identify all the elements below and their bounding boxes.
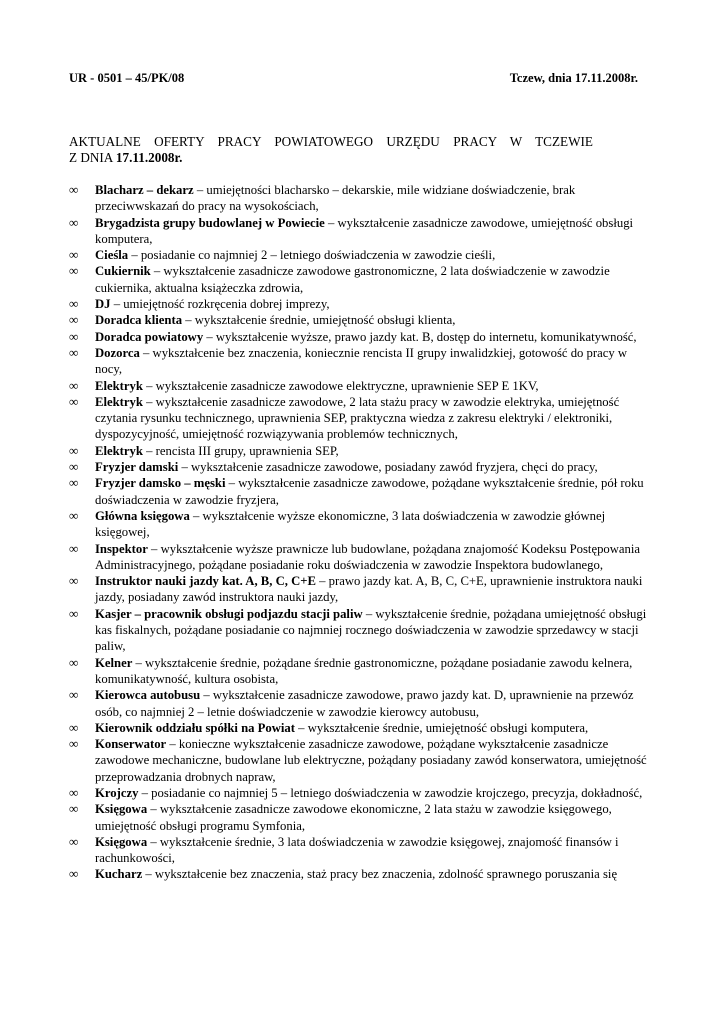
job-offer-item <box>69 296 657 312</box>
job-requirements: – umiejętności blacharsko – dekarskie, mile widziane doświadczenie, brak przeciwwskazań do pracy na wysokościach, <box>95 183 576 214</box>
job-title: Elektryk <box>95 394 143 409</box>
job-title: Inspektor <box>95 541 148 556</box>
infinity-bullet-icon: ∞ <box>69 344 79 360</box>
infinity-bullet-icon: ∞ <box>69 296 79 312</box>
job-offer-item <box>69 377 657 394</box>
infinity-bullet-icon: ∞ <box>69 833 79 849</box>
job-offer-item <box>69 214 657 248</box>
job-requirements: – wykształcenie zasadnicze zawodowe, posiadany zawód fryzjera, chęci do pracy, <box>178 460 598 475</box>
job-title: Instruktor nauki jazdy kat. A, B, C, C+E <box>95 574 316 589</box>
job-title: Blacharz – dekarz <box>95 183 194 197</box>
job-offer-item <box>69 833 657 867</box>
job-requirements: – wykształcenie średnie, pożądane średnie gastronomiczne, pożądane posiadanie zawodu kelnera, komunikatywność, kultura osobista, <box>95 655 633 686</box>
job-offer-item <box>69 866 657 882</box>
job-offer-item <box>69 687 657 720</box>
job-title: Cukiernik <box>95 264 151 279</box>
infinity-bullet-icon: ∞ <box>69 442 79 458</box>
infinity-bullet-icon: ∞ <box>69 605 79 621</box>
job-requirements: – wykształcenie bez znaczenia, staż pracy bez znaczenia, zdolność sprawnego poruszania się <box>142 867 618 882</box>
job-title: Dozorca <box>95 345 140 360</box>
job-title: Elektryk <box>95 378 143 393</box>
job-requirements: – posiadanie co najmniej 5 – letniego doświadczenia w zawodzie krojczego, precyzja, dokładność, <box>138 785 643 800</box>
job-title: Kasjer – pracownik obsługi podjazdu stacji paliw <box>95 606 363 621</box>
job-requirements: – wykształcenie zasadnicze zawodowe, umiejętność obsługi komputera, <box>95 215 634 246</box>
job-requirements: – wykształcenie zasadnicze zawodowe elektryczne, uprawnienie SEP E 1KV, <box>142 378 539 393</box>
title-date-prefix: Z DNIA <box>69 150 113 165</box>
job-title: Kelner <box>95 655 133 670</box>
job-offer-item <box>69 263 657 296</box>
job-requirements: – wykształcenie zasadnicze zawodowe gastronomiczne, 2 lata doświadczenie w zawodzie cukiernika, aktualna książeczka zdrowia, <box>95 264 610 295</box>
job-requirements: – wykształcenie wyższe prawnicze lub budowlane, pożądana znajomość Kodeksu Postępowania Administracyjnego, pożądane posiadanie roku doświadczenia w zawodzie Inspektora budowlanego, <box>95 541 641 572</box>
job-requirements: – wykształcenie średnie, pożądana umiejętność obsługi kas fiskalnych, pożądane posiadanie co najmniej rocznego doświadczenia w zawodzie sprzedawcy w stacji paliw, <box>95 606 647 654</box>
infinity-bullet-icon: ∞ <box>69 719 79 735</box>
job-offer-item <box>69 784 657 801</box>
job-offer-item <box>69 247 657 263</box>
job-offer-item <box>69 801 657 834</box>
job-requirements: – wykształcenie wyższe, prawo jazdy kat. B, dostęp do internetu, komunikatywność, <box>203 329 637 344</box>
infinity-bullet-icon: ∞ <box>69 377 79 393</box>
job-requirements: – prawo jazdy kat. A, B, C, C+E, uprawnienie instruktora nauki jazdy, posiadany zawód instruktora nauki jazdy, <box>95 574 643 605</box>
infinity-bullet-icon: ∞ <box>69 654 79 670</box>
job-offer-item <box>69 393 657 443</box>
job-offer-item <box>69 328 657 345</box>
job-offer-item <box>69 605 657 655</box>
job-title: Fryzjer damsko – męski <box>95 476 226 491</box>
infinity-bullet-icon: ∞ <box>69 573 79 589</box>
job-title: Krojczy <box>95 785 139 800</box>
job-title: DJ <box>95 297 111 312</box>
job-offer-item <box>69 475 657 508</box>
job-requirements: – wykształcenie średnie, 3 lata doświadczenia w zawodzie księgowej, znajomość finansów i rachunkowości, <box>95 834 619 866</box>
job-title: Księgowa <box>95 834 148 849</box>
infinity-bullet-icon: ∞ <box>69 507 79 523</box>
job-offer-item <box>69 442 657 459</box>
job-offer-item <box>69 654 657 688</box>
job-offer-item <box>69 182 657 215</box>
job-requirements: – wykształcenie średnie, umiejętność obsługi komputera, <box>295 720 589 735</box>
job-title: Brygadzista grupy budowlanej w Powiecie <box>95 215 325 230</box>
infinity-bullet-icon: ∞ <box>69 736 79 752</box>
job-offer-item <box>69 507 657 541</box>
job-requirements: – rencista III grupy, uprawnienia SEP, <box>142 443 339 458</box>
reference-number: UR - 0501 – 45/PK/08 <box>69 71 185 85</box>
job-title: Fryzjer damski <box>95 460 179 475</box>
job-title: Cieśla <box>95 248 129 263</box>
job-offer-item <box>69 573 657 606</box>
infinity-bullet-icon: ∞ <box>69 801 79 817</box>
infinity-bullet-icon: ∞ <box>69 328 79 344</box>
infinity-bullet-icon: ∞ <box>69 393 79 409</box>
job-title: Doradca powiatowy <box>95 329 204 344</box>
job-title: Księgowa <box>95 802 148 817</box>
infinity-bullet-icon: ∞ <box>69 687 79 703</box>
job-title: Elektryk <box>95 443 143 458</box>
job-requirements: – wykształcenie zasadnicze zawodowe, pożądane wykształcenie średnie, pół roku doświadczenia w zawodzie fryzjera, <box>95 476 644 507</box>
infinity-bullet-icon: ∞ <box>69 475 79 491</box>
job-offer-item <box>69 459 657 475</box>
job-requirements: – umiejętność rozkręcenia dobrej imprezy, <box>110 297 330 312</box>
job-title: Kierowca autobusu <box>95 688 201 703</box>
job-offer-item <box>69 719 657 736</box>
page-title <box>69 134 593 166</box>
title-date: 17.11.2008r. <box>115 150 183 165</box>
infinity-bullet-icon: ∞ <box>69 866 79 882</box>
infinity-bullet-icon: ∞ <box>69 182 79 197</box>
job-title: Kierownik oddziału spółki na Powiat <box>95 720 295 735</box>
infinity-bullet-icon: ∞ <box>69 540 79 556</box>
infinity-bullet-icon: ∞ <box>69 263 79 279</box>
job-requirements: – wykształcenie bez znaczenia, koniecznie rencista II grupy inwalidzkiej, gotowość do pracy w nocy, <box>95 345 628 377</box>
job-offer-item <box>69 540 657 574</box>
title-line-1: AKTUALNE OFERTY PRACY POWIATOWEGO URZĘDU PRACY W TCZEWIE <box>69 134 593 149</box>
job-requirements: – wykształcenie średnie, umiejętność obsługi klienta, <box>182 313 456 328</box>
infinity-bullet-icon: ∞ <box>69 784 79 800</box>
job-title: Konserwator <box>95 737 167 752</box>
job-requirements: – posiadanie co najmniej 2 – letniego doświadczenia w zawodzie cieśli, <box>128 248 496 263</box>
infinity-bullet-icon: ∞ <box>69 214 79 230</box>
document-date: Tczew, dnia 17.11.2008r. <box>509 71 638 85</box>
job-requirements: – konieczne wykształcenie zasadnicze zawodowe, pożądane wykształcenie zasadnicze zawodowe mechaniczne, budowlane lub elektryczne, pożądany posiadany zawód konserwatora, umiejętność przeprowadzania drobnych napraw, <box>95 737 647 784</box>
job-title: Główna księgowa <box>95 508 190 523</box>
job-offer-item <box>69 344 657 378</box>
job-title: Doradca klienta <box>95 313 183 328</box>
title-line-2 <box>69 150 593 166</box>
job-requirements: – wykształcenie zasadnicze zawodowe, 2 lata stażu pracy w zawodzie elektryka, umiejętność czytania rysunku technicznego, uprawnienia SEP, praktyczna wiedza z zakresu elektryki / elektroniki, dyspozycyjność, umiejętność rozwiązywania problemów technicznych, <box>95 394 620 442</box>
job-offer-item <box>69 736 657 785</box>
job-title: Kucharz <box>95 867 143 882</box>
job-offer-item <box>69 312 657 328</box>
job-offers-list <box>69 182 657 883</box>
infinity-bullet-icon: ∞ <box>69 247 79 263</box>
infinity-bullet-icon: ∞ <box>69 312 79 328</box>
job-requirements: – wykształcenie wyższe ekonomiczne, 3 lata doświadczenia w zawodzie głównej księgowej, <box>95 508 606 540</box>
infinity-bullet-icon: ∞ <box>69 459 79 475</box>
job-requirements: – wykształcenie zasadnicze zawodowe, prawo jazdy kat. D, uprawnienie na przewóz osób, co najmniej 2 – letnie doświadczenie w zawodzie kierowcy autobusu, <box>95 688 634 719</box>
job-requirements: – wykształcenie zasadnicze zawodowe ekonomiczne, 2 lata stażu w zawodzie księgowego, umiejętność obsługi programu Symfonia, <box>95 802 612 833</box>
